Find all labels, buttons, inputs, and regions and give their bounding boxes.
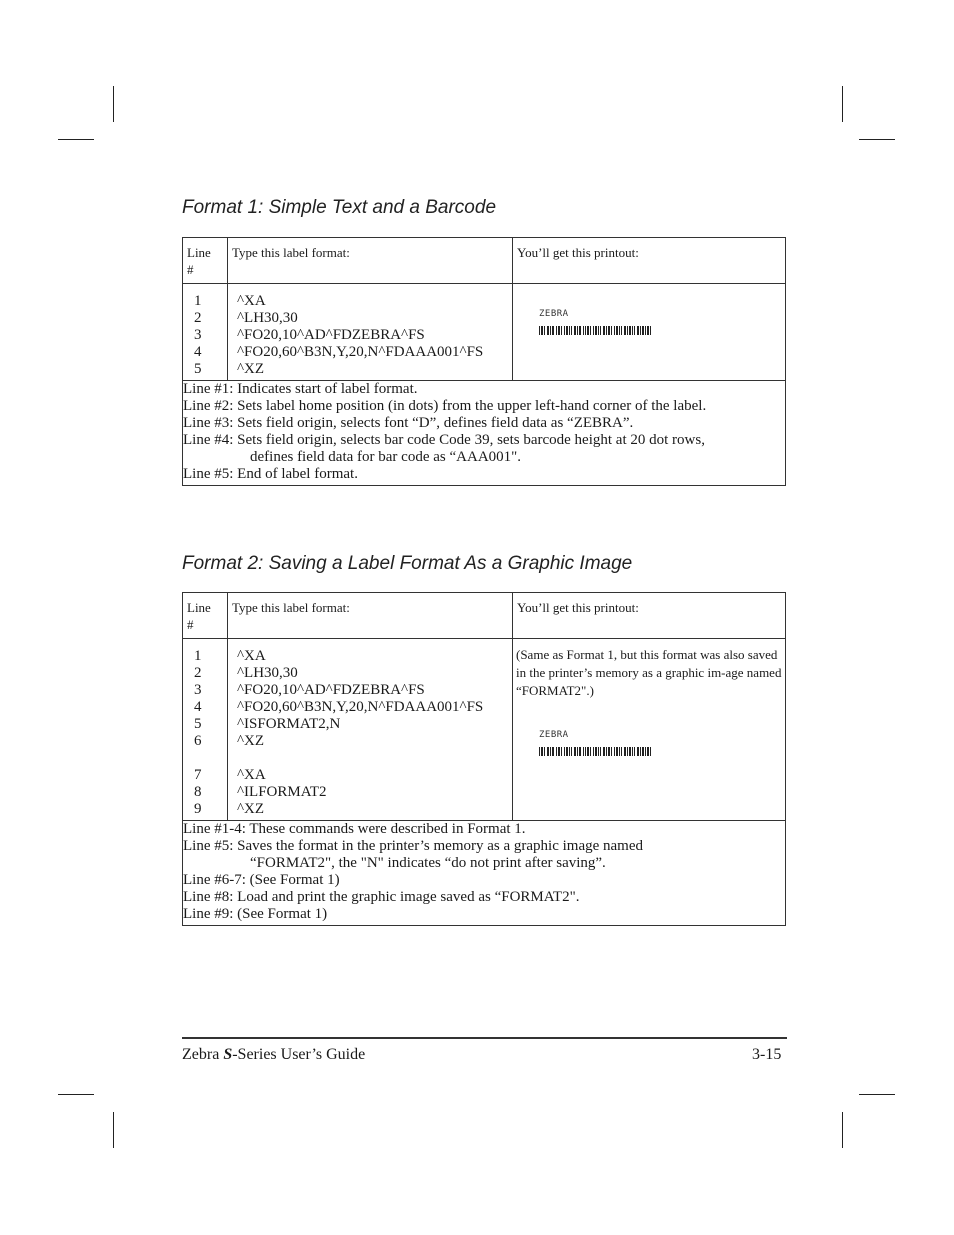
code-line: ^XA	[237, 767, 266, 783]
barcode-bar	[600, 747, 601, 756]
barcode-bar	[571, 747, 572, 756]
format2-notes: Line #1-4: These commands were described in Format 1. Line #5: Saves the format in the printer’s memory as a graphic image named “FORMAT2", the "N" indicates “do not print after saving”. Line #6-7: (See Format 1) Line #8: Load and print the graphic image saved as “FORMAT2". Line #9: (See Format 1)	[183, 821, 786, 926]
barcode-bar	[556, 747, 557, 756]
barcode-bar	[564, 747, 565, 756]
barcode-bar	[630, 326, 631, 335]
barcode-bar	[632, 747, 633, 756]
format2-code-row	[183, 639, 786, 821]
format2-title: Format 2: Saving a Label Format As a Graphic Image	[182, 553, 633, 574]
barcode-bar	[583, 747, 584, 756]
barcode-bar	[606, 326, 607, 335]
barcode-bar	[648, 747, 649, 756]
format1-code-row	[183, 284, 786, 381]
barcode-image	[539, 326, 651, 335]
barcode-bar	[559, 747, 560, 756]
barcode-bar	[580, 747, 581, 756]
barcode-bar	[567, 747, 568, 756]
barcode-bar	[632, 326, 633, 335]
barcode-bar	[567, 326, 568, 335]
code-line: ^FO20,60^B3N,Y,20,N^FDAAA001^FS	[237, 344, 484, 360]
barcode-bar	[645, 747, 646, 756]
barcode-bar	[547, 747, 548, 756]
barcode-bar	[558, 747, 559, 756]
barcode-bar	[588, 747, 589, 756]
code-line: ^XZ	[237, 801, 265, 817]
barcode-bar	[598, 326, 599, 335]
printout-description: (Same as Format 1, but this format was also saved in the printer’s memory as a graphic im-age named “FORMAT2".)	[516, 647, 782, 698]
barcode-bar	[638, 747, 639, 756]
barcode-bar	[647, 747, 648, 756]
barcode-bar	[571, 326, 572, 335]
barcode-bar	[608, 747, 609, 756]
barcode-bar	[598, 747, 599, 756]
barcode-bar	[634, 326, 635, 335]
code-line: ^LH30,30	[237, 310, 298, 326]
barcode-bar	[541, 326, 542, 335]
crop-mark	[113, 1112, 114, 1148]
barcode-bar	[643, 326, 644, 335]
barcode-bar	[614, 326, 615, 335]
crop-mark	[842, 1112, 843, 1148]
barcode-bar	[593, 326, 594, 335]
barcode-bar	[643, 747, 644, 756]
barcode-bar	[616, 747, 617, 756]
barcode-bar	[544, 747, 545, 756]
footer-title: Zebra S-Series User’s Guide	[182, 1046, 366, 1063]
barcode-bar	[642, 747, 643, 756]
barcode-bar	[579, 747, 580, 756]
barcode-bar	[596, 326, 597, 335]
barcode-bar	[637, 326, 638, 335]
barcode-bar	[564, 326, 565, 335]
line-numbers: 1 2 3 4 5 6 7 8 9	[183, 639, 228, 821]
printout-preview	[513, 639, 786, 821]
code-line: ^FO20,10^AD^FDZEBRA^FS	[237, 327, 425, 343]
barcode-bar	[539, 747, 540, 756]
format2-header-row	[183, 593, 786, 639]
barcode-bar	[619, 747, 620, 756]
barcode-bar	[587, 747, 588, 756]
barcode-bar	[617, 326, 618, 335]
barcode-bar	[630, 747, 631, 756]
printout-header: You’ll get this printout:	[513, 593, 786, 639]
barcode-bar	[558, 326, 559, 335]
barcode-bar	[553, 326, 554, 335]
format1-title: Format 1: Simple Text and a Barcode	[182, 197, 497, 218]
barcode-bar	[569, 747, 570, 756]
barcode-bar	[550, 747, 551, 756]
barcode-bar	[609, 326, 610, 335]
barcode-bar	[580, 326, 581, 335]
line-header: Line #	[183, 238, 228, 284]
barcode-bar	[638, 326, 639, 335]
barcode-bar	[583, 326, 584, 335]
type-header: Type this label format:	[228, 593, 513, 639]
barcode-bar	[604, 326, 605, 335]
code-lines	[228, 284, 513, 381]
barcode-bar	[587, 326, 588, 335]
barcode-bar	[624, 747, 625, 756]
code-line: ^XA	[237, 293, 266, 309]
barcode-bar	[561, 326, 562, 335]
barcode-bar	[575, 326, 576, 335]
barcode-bar	[577, 326, 578, 335]
printout-text: ZEBRA	[539, 309, 569, 319]
crop-mark	[58, 1094, 94, 1095]
barcode-bar	[593, 747, 594, 756]
barcode-bar	[574, 326, 575, 335]
barcode-bar	[611, 326, 612, 335]
barcode-bar	[553, 747, 554, 756]
barcode-bar	[611, 747, 612, 756]
barcode-bar	[625, 747, 626, 756]
barcode-bar	[595, 326, 596, 335]
printout-text: ZEBRA	[539, 730, 569, 740]
barcode-bar	[606, 747, 607, 756]
barcode-bar	[544, 326, 545, 335]
barcode-bar	[603, 326, 604, 335]
format1-notes: Line #1: Indicates start of label format. Line #2: Sets label home position (in dots) from the upper left-hand corner of the label. Line #3: Sets field origin, selects font “D”, defines field data as “ZEBRA”. Line #4: Sets field origin, selects bar code Code 39, sets barcode height at 20 dot rows, defines field data for bar code as “AAA001". Line #5: End of label format.	[183, 381, 786, 486]
barcode-bar	[590, 326, 591, 335]
barcode-bar	[559, 326, 560, 335]
barcode-bar	[642, 326, 643, 335]
barcode-bar	[552, 747, 553, 756]
barcode-bar	[577, 747, 578, 756]
barcode-bar	[617, 747, 618, 756]
barcode-bar	[569, 326, 570, 335]
barcode-bar	[585, 326, 586, 335]
code-line: ^FO20,10^AD^FDZEBRA^FS	[237, 682, 425, 698]
barcode-bar	[640, 326, 641, 335]
barcode-image	[539, 747, 651, 756]
barcode-bar	[579, 326, 580, 335]
barcode-bar	[614, 747, 615, 756]
barcode-bar	[627, 747, 628, 756]
barcode-bar	[550, 326, 551, 335]
barcode-bar	[645, 326, 646, 335]
barcode-bar	[590, 747, 591, 756]
barcode-bar	[575, 747, 576, 756]
barcode-bar	[548, 326, 549, 335]
barcode-bar	[566, 747, 567, 756]
printout-header: You’ll get this printout:	[513, 238, 786, 284]
format1-notes-row	[183, 381, 786, 486]
barcode-bar	[604, 747, 605, 756]
barcode-bar	[608, 326, 609, 335]
barcode-bar	[552, 326, 553, 335]
barcode-bar	[539, 326, 540, 335]
barcode-bar	[596, 747, 597, 756]
crop-mark	[58, 139, 94, 140]
format1-header-row	[183, 238, 786, 284]
barcode-bar	[600, 326, 601, 335]
code-line: ^FO20,60^B3N,Y,20,N^FDAAA001^FS	[237, 699, 484, 715]
barcode-bar	[588, 326, 589, 335]
barcode-bar	[627, 326, 628, 335]
barcode-bar	[650, 326, 651, 335]
barcode-bar	[621, 326, 622, 335]
format2-notes-row	[183, 821, 786, 926]
barcode-bar	[640, 747, 641, 756]
code-lines	[228, 639, 513, 821]
footer-rule	[182, 1037, 787, 1039]
line-numbers: 1 2 3 4 5	[183, 284, 228, 381]
crop-mark	[842, 86, 843, 122]
barcode-bar	[547, 326, 548, 335]
barcode-bar	[566, 326, 567, 335]
crop-mark	[859, 1094, 895, 1095]
barcode-bar	[629, 326, 630, 335]
barcode-bar	[621, 747, 622, 756]
barcode-bar	[542, 747, 543, 756]
barcode-bar	[634, 747, 635, 756]
barcode-bar	[548, 747, 549, 756]
type-header: Type this label format:	[228, 238, 513, 284]
barcode-bar	[637, 747, 638, 756]
barcode-bar	[603, 747, 604, 756]
code-line: ^XZ	[237, 733, 265, 749]
code-line: ^ISFORMAT2,N	[237, 716, 341, 732]
line-header: Line #	[183, 593, 228, 639]
barcode-bar	[574, 747, 575, 756]
crop-mark	[113, 86, 114, 122]
printout-preview	[513, 284, 786, 381]
barcode-bar	[624, 326, 625, 335]
barcode-bar	[616, 326, 617, 335]
barcode-bar	[585, 747, 586, 756]
barcode-bar	[542, 326, 543, 335]
barcode-bar	[541, 747, 542, 756]
code-line: ^ILFORMAT2	[237, 784, 327, 800]
format2-table	[182, 592, 786, 926]
barcode-bar	[648, 326, 649, 335]
barcode-bar	[556, 326, 557, 335]
crop-mark	[859, 139, 895, 140]
barcode-bar	[619, 326, 620, 335]
barcode-bar	[625, 326, 626, 335]
code-line: ^XA	[237, 648, 266, 664]
page-number: 3-15	[752, 1046, 782, 1063]
format1-table	[182, 237, 786, 486]
barcode-bar	[595, 747, 596, 756]
code-line: ^LH30,30	[237, 665, 298, 681]
barcode-bar	[609, 747, 610, 756]
barcode-bar	[561, 747, 562, 756]
code-line: ^XZ	[237, 361, 265, 377]
barcode-bar	[629, 747, 630, 756]
barcode-bar	[650, 747, 651, 756]
barcode-bar	[647, 326, 648, 335]
